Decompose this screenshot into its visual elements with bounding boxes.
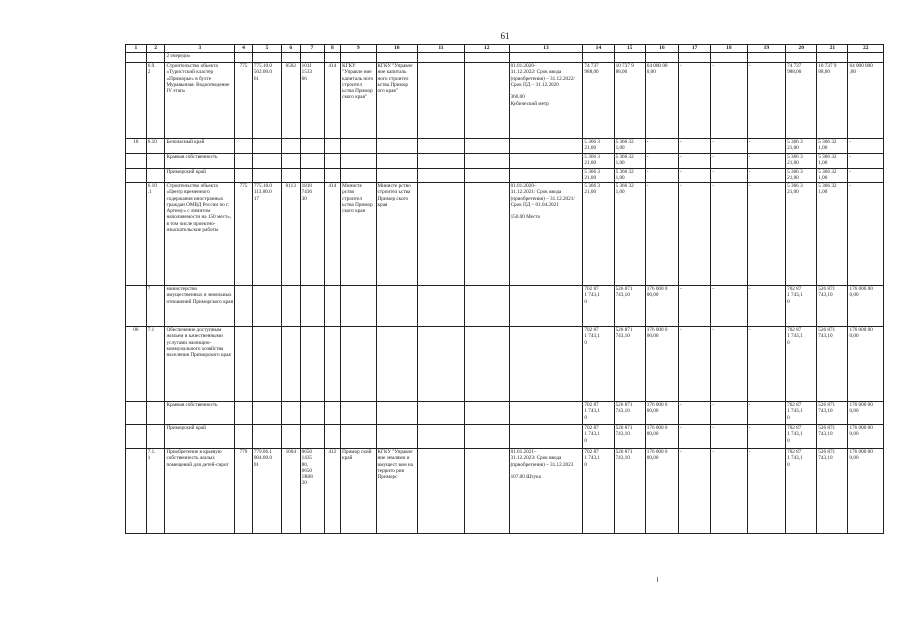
table-cell: 74 737 988,00 xyxy=(583,63,614,139)
table-cell xyxy=(747,53,785,63)
table-cell xyxy=(235,154,253,169)
table-cell: - xyxy=(645,139,678,154)
table-cell xyxy=(324,402,341,425)
table-row xyxy=(126,449,884,534)
table-row xyxy=(126,286,884,327)
table-cell xyxy=(614,53,645,63)
table-cell xyxy=(376,402,418,425)
table-cell: 412 xyxy=(324,449,341,534)
table-cell: 5 366 32 1,00 xyxy=(817,154,848,169)
table-cell: 01.01.2021– 31.12.2023/ Срок ввода (приобретения) – 31.12.2023 107.00 Штука xyxy=(509,449,583,534)
table-cell: 176 000 00 0,00 xyxy=(848,449,884,534)
table-cell: 5 366 32 1,00 xyxy=(817,183,848,286)
column-number: 14 xyxy=(583,45,614,53)
table-cell: - xyxy=(711,183,747,286)
table-cell xyxy=(464,449,509,534)
table-cell: 176 000 00 0,00 xyxy=(848,327,884,402)
table-cell xyxy=(146,425,165,449)
table-cell: 5 366 3 21,00 xyxy=(583,183,614,286)
table-cell xyxy=(341,286,376,327)
table-cell xyxy=(341,425,376,449)
table-cell xyxy=(376,139,418,154)
table-cell: 526 871 743,10 xyxy=(817,425,848,449)
column-number: 1 xyxy=(126,45,147,53)
table-row xyxy=(126,139,884,154)
column-number: 22 xyxy=(848,45,884,53)
table-cell xyxy=(281,154,300,169)
table-cell: 0113 xyxy=(281,183,300,286)
table-cell xyxy=(645,53,678,63)
table-cell xyxy=(464,53,509,63)
table-cell xyxy=(324,169,341,183)
table-cell xyxy=(235,139,253,154)
table-row xyxy=(126,63,884,139)
table-cell xyxy=(376,327,418,402)
table-cell: 526 871 743,10 xyxy=(614,327,645,402)
table-cell: 0650 1435 80, 0650 1R08 20 xyxy=(300,449,324,534)
column-number: 4 xyxy=(235,45,253,53)
table-cell: 74 737 988,00 xyxy=(786,63,817,139)
table-cell: Безопасный край xyxy=(165,139,235,154)
table-cell xyxy=(126,154,147,169)
table-cell: 5 366 32 1,00 xyxy=(614,183,645,286)
table-cell xyxy=(281,425,300,449)
table-cell xyxy=(464,169,509,183)
table-cell xyxy=(418,139,465,154)
table-row xyxy=(126,425,884,449)
table-cell xyxy=(300,169,324,183)
table-cell: КГКУ "Управле ние землями и имущест вом на террито рии Приморс xyxy=(376,449,418,534)
table-cell xyxy=(281,169,300,183)
table-cell: - xyxy=(679,402,711,425)
table-cell xyxy=(300,402,324,425)
table-cell: 779.06.1 004.00.0 01 xyxy=(252,449,281,534)
table-cell xyxy=(281,139,300,154)
table-cell xyxy=(376,425,418,449)
table-cell: 5 366 3 21,00 xyxy=(786,183,817,286)
table-cell: 64 000 00 0,00 xyxy=(645,63,678,139)
table-cell xyxy=(464,183,509,286)
column-number: 17 xyxy=(679,45,711,53)
table-cell: 526 871 743,10 xyxy=(817,286,848,327)
table-cell xyxy=(341,402,376,425)
table-cell: - xyxy=(711,402,747,425)
table-cell xyxy=(126,449,147,534)
table-cell: 775 xyxy=(235,63,253,139)
table-cell xyxy=(252,139,281,154)
table-cell: - xyxy=(747,425,785,449)
table-cell xyxy=(711,53,747,63)
table-cell xyxy=(418,425,465,449)
table-cell xyxy=(146,53,165,63)
table-cell: 18 xyxy=(126,139,147,154)
table-cell: 702 87 1 743,1 0 xyxy=(583,449,614,534)
column-number: 5 xyxy=(252,45,281,53)
table-cell: - xyxy=(747,169,785,183)
column-number: 21 xyxy=(817,45,848,53)
table-cell: - xyxy=(848,183,884,286)
table-cell: 702 87 1 743,1 0 xyxy=(786,449,817,534)
table-cell xyxy=(464,154,509,169)
table-cell: 702 87 1 743,1 0 xyxy=(786,327,817,402)
table-cell xyxy=(252,53,281,63)
table-cell: 702 87 1 743,1 0 xyxy=(786,425,817,449)
table-cell: - xyxy=(711,154,747,169)
table-cell xyxy=(324,154,341,169)
table-cell xyxy=(464,402,509,425)
table-cell: 176 000 0 00,00 xyxy=(645,327,678,402)
table-cell: - xyxy=(848,169,884,183)
table-cell: КГКУ "Управле ние капиталь ного строител ьства Примор ого края" xyxy=(376,63,418,139)
table-cell xyxy=(126,286,147,327)
table-cell xyxy=(679,53,711,63)
table-cell xyxy=(252,425,281,449)
table-cell: - xyxy=(679,183,711,286)
table-cell xyxy=(324,53,341,63)
table-cell: 01.01.2020– 31.12.2021/ Срок ввода (приобретения) – 31.12.2021/ Срок ПД – 01.04.2021 150.00 Место xyxy=(509,183,583,286)
table-cell xyxy=(235,53,253,63)
column-number: 19 xyxy=(747,45,785,53)
table-cell: 526 871 743,10 xyxy=(614,425,645,449)
table-cell: - xyxy=(679,169,711,183)
table-cell: - xyxy=(711,63,747,139)
table-cell xyxy=(418,402,465,425)
table-cell: - xyxy=(747,154,785,169)
table-cell: - xyxy=(747,139,785,154)
table-cell xyxy=(464,327,509,402)
table-cell xyxy=(324,286,341,327)
table-cell xyxy=(126,183,147,286)
table-cell: Краевая собственность xyxy=(165,402,235,425)
table-cell xyxy=(376,169,418,183)
table-row xyxy=(126,327,884,402)
table-cell: 702 87 1 743,1 0 xyxy=(786,402,817,425)
table-cell xyxy=(146,169,165,183)
column-number: 16 xyxy=(645,45,678,53)
table-cell xyxy=(324,139,341,154)
table-cell: 1004 xyxy=(281,449,300,534)
table-cell xyxy=(418,63,465,139)
table-cell xyxy=(418,286,465,327)
table-cell: 5 366 3 21,00 xyxy=(583,154,614,169)
column-number: 8 xyxy=(324,45,341,53)
column-number: 7 xyxy=(300,45,324,53)
table-cell xyxy=(418,449,465,534)
table-cell: Приморский край xyxy=(165,425,235,449)
table-cell: Обеспечение доступным жильем и качественными услугами жилищно-коммунального хозяйства населения Приморского края xyxy=(165,327,235,402)
table-cell: - xyxy=(645,169,678,183)
table-cell xyxy=(126,53,147,63)
table-cell xyxy=(464,139,509,154)
table-cell: - xyxy=(848,139,884,154)
table-cell xyxy=(300,327,324,402)
table-cell xyxy=(418,53,465,63)
table-cell: - xyxy=(711,449,747,534)
table-cell: Приобретение в краевую собственность жилых помещений для детей-сирот xyxy=(165,449,235,534)
table-cell: 5 366 3 21,00 xyxy=(583,139,614,154)
column-number: 6 xyxy=(281,45,300,53)
column-number: 18 xyxy=(711,45,747,53)
table-cell: 01.01.2020– 31.12.2022/ Срок ввода (приобретения) – 31.12.2022/ Срок ПД – 31.12.2020 360.00 Кубический метр xyxy=(509,63,583,139)
table-cell xyxy=(509,139,583,154)
table-cell: - xyxy=(711,425,747,449)
table-cell xyxy=(281,327,300,402)
table-cell: 7 xyxy=(146,286,165,327)
table-cell xyxy=(324,425,341,449)
table-cell xyxy=(252,286,281,327)
column-number: 11 xyxy=(418,45,465,53)
table-cell xyxy=(300,154,324,169)
table-row xyxy=(126,183,884,286)
table-cell xyxy=(464,286,509,327)
table-cell: 526 871 743,10 xyxy=(614,402,645,425)
table-cell xyxy=(786,53,817,63)
column-number: 12 xyxy=(464,45,509,53)
table-cell: - xyxy=(848,154,884,169)
table-cell: 5 366 32 1,00 xyxy=(614,154,645,169)
table-cell xyxy=(509,286,583,327)
table-cell: - xyxy=(645,183,678,286)
table-cell: - xyxy=(679,327,711,402)
table-cell: 5 366 3 21,00 xyxy=(583,169,614,183)
table-cell: Примор ский край xyxy=(341,449,376,534)
table-cell: Строительство объекта «Центр временного содержания иностранных граждан ОМВД России по г. Артему» с лимитом наполняемости на 150 мест», в том числе проектно-изыскательские работы xyxy=(165,183,235,286)
table-cell: 176 000 0 00,00 xyxy=(645,402,678,425)
table-cell: 7.1. 1 xyxy=(146,449,165,534)
table-cell: 5 366 32 1,00 xyxy=(614,169,645,183)
table-cell: Министе рство строител ьства Примор ского края xyxy=(376,183,418,286)
table-cell: 7.1 xyxy=(146,327,165,402)
table-cell xyxy=(300,286,324,327)
column-number: 10 xyxy=(376,45,418,53)
column-number: 20 xyxy=(786,45,817,53)
table-cell xyxy=(281,402,300,425)
table-cell xyxy=(300,139,324,154)
table-cell: - xyxy=(645,154,678,169)
table-cell: 1810 7436 30 xyxy=(300,183,324,286)
table-cell: 5 366 32 1,00 xyxy=(614,139,645,154)
column-number: 15 xyxy=(614,45,645,53)
table-cell xyxy=(235,425,253,449)
table-cell: 06 xyxy=(126,327,147,402)
table-cell: 10 737 9 88,00 xyxy=(817,63,848,139)
table-cell xyxy=(376,286,418,327)
table-cell xyxy=(509,327,583,402)
table-cell xyxy=(509,169,583,183)
table-cell: 779 xyxy=(235,449,253,534)
table-cell xyxy=(418,327,465,402)
table-cell: - xyxy=(747,402,785,425)
table-cell: - xyxy=(679,139,711,154)
table-cell xyxy=(341,169,376,183)
table-cell: 526 871 743,10 xyxy=(817,449,848,534)
table-cell xyxy=(252,154,281,169)
table-cell: 526 871 743,10 xyxy=(817,402,848,425)
table-cell xyxy=(418,154,465,169)
table-cell: - xyxy=(679,449,711,534)
table-cell: 702 87 1 743,1 0 xyxy=(583,286,614,327)
table-cell: 702 87 1 743,1 0 xyxy=(786,286,817,327)
column-number: 3 xyxy=(165,45,235,53)
table-cell xyxy=(252,169,281,183)
table-cell: - xyxy=(711,327,747,402)
table-cell: - xyxy=(747,183,785,286)
table-cell xyxy=(418,183,465,286)
table-cell: Приморский край xyxy=(165,169,235,183)
table-cell: 176 000 0 00,00 xyxy=(645,425,678,449)
table-cell: 702 87 1 743,1 0 xyxy=(583,327,614,402)
table-cell: 5 366 3 21,00 xyxy=(786,139,817,154)
table-cell xyxy=(235,286,253,327)
table-cell xyxy=(146,402,165,425)
table-cell: 414 xyxy=(324,183,341,286)
table-cell: 526 871 743,10 xyxy=(614,449,645,534)
table-cell xyxy=(817,53,848,63)
table-cell: 64 000 000 ,00 xyxy=(848,63,884,139)
column-number: 2 xyxy=(146,45,165,53)
table-cell: 176 000 00 0,00 xyxy=(848,286,884,327)
table-cell: 526 871 743,10 xyxy=(614,286,645,327)
table-cell xyxy=(509,53,583,63)
table-cell: - xyxy=(747,286,785,327)
table-cell: - xyxy=(711,139,747,154)
scan-mark xyxy=(657,577,658,582)
table-cell: 0502 xyxy=(281,63,300,139)
table-cell xyxy=(341,327,376,402)
table-cell: 10 737 9 88,00 xyxy=(614,63,645,139)
table-cell: министерство имущественных и земельных отношений Приморского края xyxy=(165,286,235,327)
table-cell: 414 xyxy=(324,63,341,139)
table-cell: 6.10 xyxy=(146,139,165,154)
table-cell xyxy=(464,63,509,139)
table-cell: - xyxy=(747,449,785,534)
table-cell: - xyxy=(711,169,747,183)
table-cell: Министе рство строител ьства Примор ского края xyxy=(341,183,376,286)
table-cell: Краевая собственность xyxy=(165,154,235,169)
table-cell: 775.18.0 113.00.0 17 xyxy=(252,183,281,286)
table-cell: 176 000 0 00,00 xyxy=(645,286,678,327)
table-cell xyxy=(300,425,324,449)
table-row xyxy=(126,53,884,63)
table-cell xyxy=(376,53,418,63)
table-cell xyxy=(281,53,300,63)
table-cell xyxy=(418,169,465,183)
table-cell xyxy=(341,139,376,154)
table-cell: 6.9. 2 xyxy=(146,63,165,139)
table-cell xyxy=(583,53,614,63)
table-cell xyxy=(509,425,583,449)
table-cell xyxy=(252,327,281,402)
table-cell xyxy=(126,402,147,425)
table-cell xyxy=(146,154,165,169)
table-cell xyxy=(300,53,324,63)
table-cell xyxy=(126,169,147,183)
table-cell: 702 87 1 743,1 0 xyxy=(583,425,614,449)
table-cell: - xyxy=(711,286,747,327)
column-number: 13 xyxy=(509,45,583,53)
table-cell xyxy=(252,402,281,425)
table-cell xyxy=(126,63,147,139)
table-cell: 775 xyxy=(235,183,253,286)
table-cell: 5 366 32 1,00 xyxy=(817,139,848,154)
table-cell: 176 000 00 0,00 xyxy=(848,425,884,449)
table-cell xyxy=(509,154,583,169)
investment-table xyxy=(125,44,884,534)
table-row xyxy=(126,402,884,425)
table-cell xyxy=(126,425,147,449)
table-cell: 2 очереди» xyxy=(165,53,235,63)
table-cell: 101J 1533 66 xyxy=(300,63,324,139)
table-cell: КГКУ "Управле ние капиталь ного строител ьства Примор ского края" xyxy=(341,63,376,139)
table-cell: Строительство объекта «Туристский кластер «Приморье» в бухте Муравьиная. Водоотведение IV этап» xyxy=(165,63,235,139)
table-cell: 5 366 32 1,00 xyxy=(817,169,848,183)
table-cell: 176 000 0 00,00 xyxy=(645,449,678,534)
table-cell: 5 366 3 21,00 xyxy=(786,169,817,183)
table-cell xyxy=(341,154,376,169)
table-cell xyxy=(464,425,509,449)
table-cell: 526 871 743,10 xyxy=(817,327,848,402)
column-number: 9 xyxy=(341,45,376,53)
table-cell: 775.10.0 502.00.0 61 xyxy=(252,63,281,139)
table-cell xyxy=(848,53,884,63)
table-cell: - xyxy=(747,327,785,402)
page-number: 61 xyxy=(500,31,510,41)
table-cell xyxy=(281,286,300,327)
table-cell: 6.10 .1 xyxy=(146,183,165,286)
table-row xyxy=(126,169,884,183)
table-cell: - xyxy=(679,63,711,139)
table-cell xyxy=(376,154,418,169)
table-cell xyxy=(235,169,253,183)
table-cell: - xyxy=(679,286,711,327)
table-cell: 176 000 00 0,00 xyxy=(848,402,884,425)
table-cell xyxy=(509,402,583,425)
table-row xyxy=(126,154,884,169)
column-number-row xyxy=(126,45,884,53)
table-cell: - xyxy=(747,63,785,139)
table-body xyxy=(126,45,884,534)
table-cell xyxy=(341,53,376,63)
table-cell xyxy=(235,402,253,425)
table-cell xyxy=(324,327,341,402)
table-cell: - xyxy=(679,425,711,449)
table-cell: 702 87 1 743,1 0 xyxy=(583,402,614,425)
table-cell xyxy=(235,327,253,402)
table-cell: 5 366 3 21,00 xyxy=(786,154,817,169)
table-cell: - xyxy=(679,154,711,169)
